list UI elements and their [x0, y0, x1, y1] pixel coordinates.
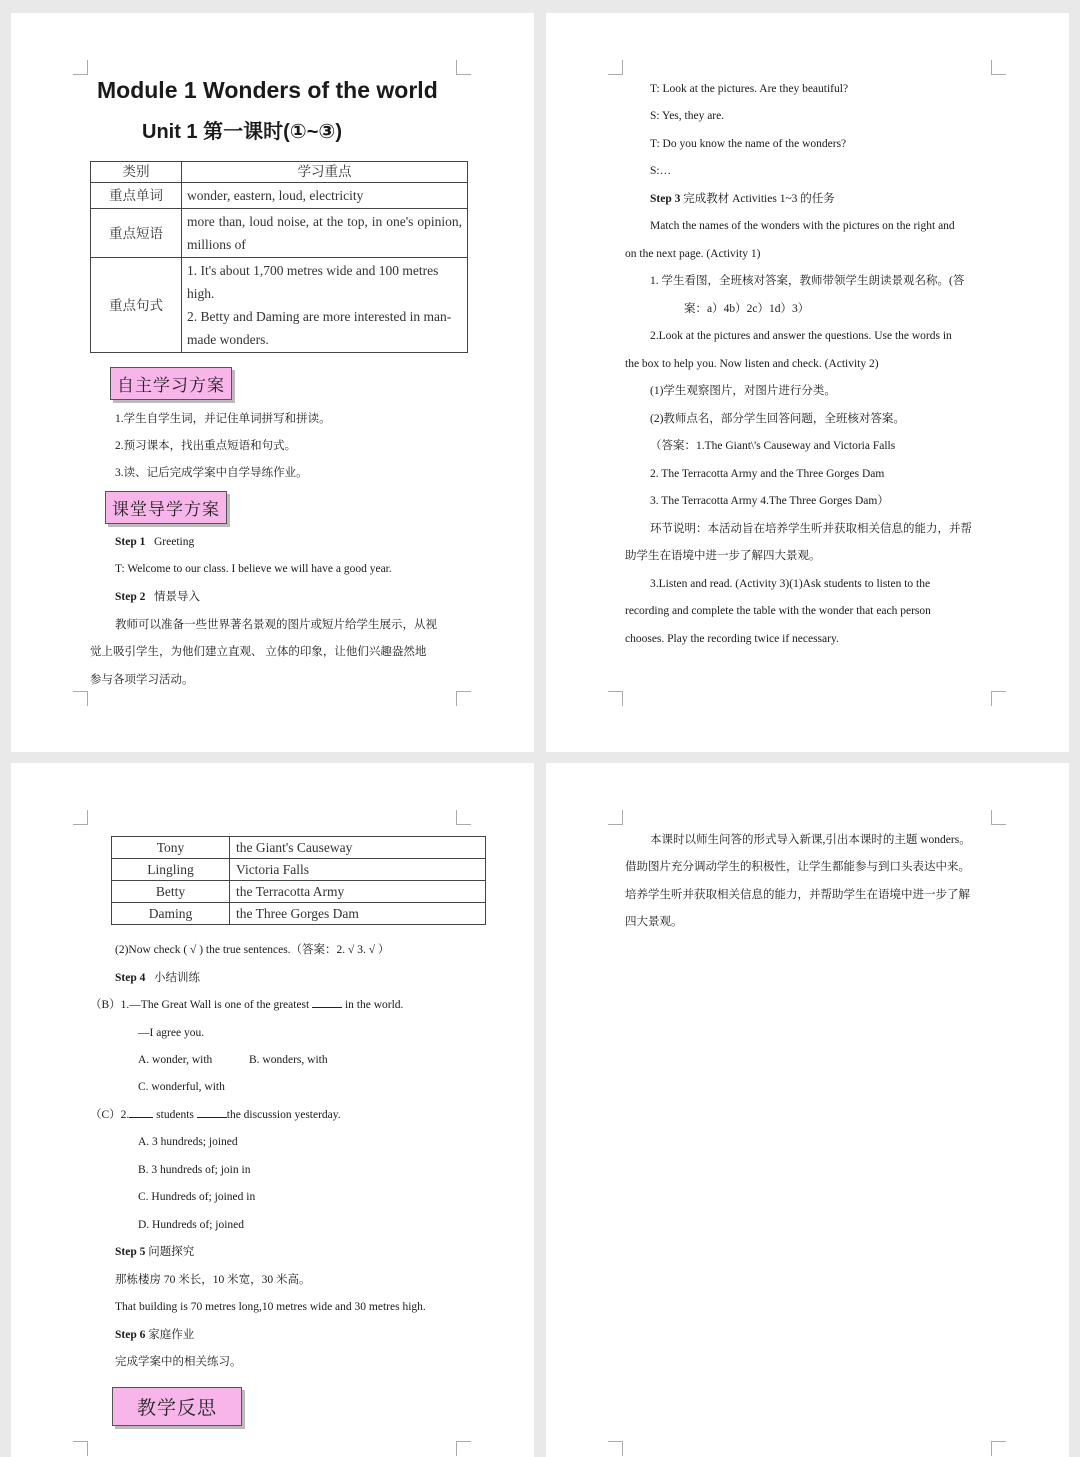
crop-mark [991, 1441, 1006, 1456]
question-reply: —I agree you. [138, 1027, 205, 1039]
paragraph-line: 2.Look at the pictures and answer the questions. Use the words in [650, 330, 952, 342]
self-study-badge: 自主学习方案 [110, 367, 232, 400]
option-c: C. Hundreds of; joined in [138, 1191, 256, 1203]
option-a: A. wonder, with [138, 1054, 213, 1066]
table-row [91, 209, 468, 258]
person-cell: Daming [112, 903, 230, 925]
document-page-2 [546, 13, 1069, 752]
person-cell: Lingling [112, 859, 230, 881]
dialogue-line: T: Do you know the name of the wonders? [650, 138, 847, 150]
paragraph-line: 完成学案中的相关练习。 [115, 1356, 242, 1368]
crop-mark [608, 810, 623, 825]
crop-mark [73, 810, 88, 825]
question-2 [90, 1107, 341, 1123]
crop-mark [73, 691, 88, 706]
step-label: Step 3 [650, 193, 681, 205]
question-text: （C）2. [90, 1109, 130, 1121]
key-points-table [90, 161, 468, 353]
crop-mark [456, 1441, 471, 1456]
person-cell: Betty [112, 881, 230, 903]
content-cell: more than, loud noise, at the top, in one's opinion, millions of [182, 209, 468, 258]
crop-mark [991, 691, 1006, 706]
self-study-item: 2.预习课本，找出重点短语和句式。 [115, 440, 297, 452]
step-title: 问题探究 [148, 1246, 195, 1258]
step-6 [115, 1327, 194, 1343]
dialogue-line: T: Welcome to our class. I believe we will have a good year. [115, 563, 392, 575]
step-title: Greeting [153, 536, 195, 548]
crop-mark [456, 691, 471, 706]
paragraph-line: 案：a）4b）2c）1d）3） [684, 303, 810, 315]
answer-blank [129, 1107, 153, 1118]
crop-mark [608, 1441, 623, 1456]
paragraph-line: 四大景观。 [625, 916, 683, 928]
wonder-choice-table [111, 836, 486, 925]
step-label: Step 2 [115, 591, 146, 603]
paragraph-line: chooses. Play the recording twice if necessary. [625, 633, 839, 645]
answer-line: （答案：1.The Giant\'s Causeway and Victoria Falls [650, 440, 896, 452]
crop-mark [73, 1441, 88, 1456]
question-text: the discussion yesterday. [226, 1109, 341, 1121]
module-title: Module 1 Wonders of the world [97, 77, 438, 103]
classroom-badge: 课堂导学方案 [105, 491, 227, 524]
paragraph-line: 助学生在语境中进一步了解四大景观。 [625, 550, 821, 562]
paragraph-line: recording and complete the table with the wonder that each person [625, 605, 931, 617]
option-b: B. wonders, with [249, 1054, 328, 1066]
self-study-item: 3.读、记后完成学案中自学导练作业。 [115, 467, 308, 479]
step-3 [650, 191, 835, 207]
table-row [112, 837, 486, 859]
answer-blank [312, 997, 342, 1008]
paragraph-line: 觉上吸引学生，为他们建立直观、 立体的印象，让他们兴趣盎然地 [90, 646, 427, 658]
paragraph-line: 教师可以准备一些世界著名景观的图片或短片给学生展示，从视 [115, 619, 437, 631]
step-label: Step 6 [115, 1329, 146, 1341]
paragraph-line: 借助图片充分调动学生的积极性，让学生都能参与到口头表达中来。 [625, 861, 970, 873]
paragraph-line: Match the names of the wonders with the pictures on the right and [650, 220, 955, 232]
paragraph-line: 参与各项学习活动。 [90, 674, 194, 686]
document-page-3 [11, 763, 534, 1457]
category-cell: 重点句式 [91, 258, 182, 353]
step-1 [115, 534, 194, 550]
reflection-badge: 教学反思 [112, 1387, 242, 1426]
crop-mark [608, 691, 623, 706]
answer-line: 2. The Terracotta Army and the Three Gorges Dam [650, 468, 885, 480]
check-line: (2)Now check ( √ ) the true sentences.（答案：2. √ 3. √ ） [115, 944, 390, 956]
wonder-cell: the Three Gorges Dam [230, 903, 486, 925]
paragraph-line: 那栋楼房 70 米长，10 米宽，30 米高。 [115, 1274, 311, 1286]
paragraph-line: 3.Listen and read. (Activity 3)(1)Ask students to listen to the [650, 578, 931, 590]
table-header-category: 类别 [91, 162, 182, 183]
sentence-2: 2. Betty and Daming are more interested in man-made wonders. [187, 309, 452, 347]
table-header-focus: 学习重点 [182, 162, 468, 183]
table-row [112, 859, 486, 881]
document-page-4 [546, 763, 1069, 1457]
paragraph-line: on the next page. (Activity 1) [625, 248, 761, 260]
question-1 [90, 997, 403, 1013]
wonder-cell: the Giant's Causeway [230, 837, 486, 859]
question-text: students [156, 1109, 194, 1121]
person-cell: Tony [112, 837, 230, 859]
option-a: A. 3 hundreds; joined [138, 1136, 238, 1148]
question-text: in the world. [344, 999, 404, 1011]
step-label: Step 5 [115, 1246, 146, 1258]
crop-mark [73, 60, 88, 75]
answer-line: 3. The Terracotta Army 4.The Three Gorges Dam） [650, 495, 889, 507]
paragraph-line: 培养学生听并获取相关信息的能力，并帮助学生在语境中进一步了解 [625, 889, 970, 901]
content-cell [182, 258, 468, 353]
table-row [91, 258, 468, 353]
dialogue-line: T: Look at the pictures. Are they beautiful? [650, 83, 849, 95]
paragraph-line: (1)学生观察图片，对图片进行分类。 [650, 385, 836, 397]
paragraph-line: (2)教师点名，部分学生回答问题，全班核对答案。 [650, 413, 905, 425]
option-c: C. wonderful, with [138, 1081, 225, 1093]
sentence-1: 1. It's about 1,700 metres wide and 100 metres high. [187, 263, 439, 301]
step-title: 小结训练 [153, 972, 200, 984]
step-label: Step 4 [115, 972, 146, 984]
table-row [112, 903, 486, 925]
crop-mark [456, 810, 471, 825]
option-d: D. Hundreds of; joined [138, 1219, 245, 1231]
answer-blank [197, 1107, 227, 1118]
dialogue-line: S: Yes, they are. [650, 110, 725, 122]
step-4 [115, 970, 200, 986]
step-title: 家庭作业 [148, 1329, 195, 1341]
document-page-1 [11, 13, 534, 752]
paragraph-line: That building is 70 metres long,10 metres wide and 30 metres high. [115, 1301, 426, 1313]
option-b: B. 3 hundreds of; join in [138, 1164, 251, 1176]
wonder-cell: the Terracotta Army [230, 881, 486, 903]
step-2 [115, 589, 200, 605]
crop-mark [991, 60, 1006, 75]
step-title: 完成教材 Activities 1~3 的任务 [683, 193, 835, 205]
step-label: Step 1 [115, 536, 146, 548]
unit-title: Unit 1 第一课时(①~③) [142, 121, 342, 143]
wonder-cell: Victoria Falls [230, 859, 486, 881]
paragraph-line: 本课时以师生问答的形式导入新课,引出本课时的主题 wonders。 [650, 834, 971, 846]
paragraph-line: the box to help you. Now listen and check. (Activity 2) [625, 358, 879, 370]
dialogue-line: S:… [650, 165, 672, 177]
content-cell: wonder, eastern, loud, electricity [182, 183, 468, 209]
question-text: （B）1.—The Great Wall is one of the greatest [90, 999, 310, 1011]
paragraph-line: 环节说明：本活动旨在培养学生听并获取相关信息的能力，并帮 [650, 523, 972, 535]
step-5 [115, 1244, 194, 1260]
self-study-item: 1.学生自学生词，并记住单词拼写和拼读。 [115, 413, 331, 425]
table-row [91, 183, 468, 209]
crop-mark [456, 60, 471, 75]
category-cell: 重点单词 [91, 183, 182, 209]
table-row [112, 881, 486, 903]
crop-mark [608, 60, 623, 75]
paragraph-line: 1. 学生看图，全班核对答案，教师带领学生朗读景观名称。(答 [650, 275, 965, 287]
category-cell: 重点短语 [91, 209, 182, 258]
crop-mark [991, 810, 1006, 825]
step-title: 情景导入 [153, 591, 200, 603]
